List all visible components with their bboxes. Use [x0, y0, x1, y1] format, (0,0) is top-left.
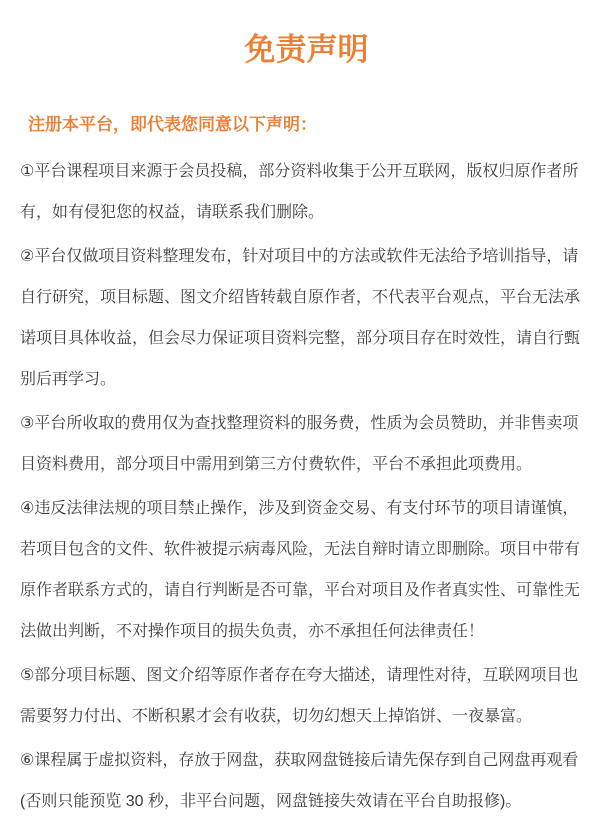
disclaimer-paragraph-6: ⑥课程属于虚拟资料，存放于网盘，获取网盘链接后请先保存到自己网盘再观看(否则只能预览 30 秒，非平台问题，网盘链接失效请在平台自助报修)。 — [20, 752, 579, 810]
disclaimer-paragraph-4: ④违反法律法规的项目禁止操作，涉及到资金交易、有支付环节的项目请谨慎，若项目包含的文件、软件被提示病毒风险，无法自辩时请立即删除。项目中带有原作者联系方式的，请自行判断是否可靠，平台对项目及作者真实性、可靠性无法做出判断，不对操作项目的损失负责，亦不承担任何法律责任！ — [20, 500, 581, 640]
disclaimer-paragraph-1: ①平台课程项目来源于会员投稿，部分资料收集于公开互联网，版权归原作者所有，如有侵犯您的权益，请联系我们删除。 — [20, 163, 579, 221]
disclaimer-paragraph-3: ③平台所收取的费用仅为查找整理资料的服务费，性质为会员赞助，并非售卖项目资料费用，部分项目中需用到第三方付费软件，平台不承担此项费用。 — [20, 415, 579, 473]
intro-statement: 注册本平台，即代表您同意以下声明： — [28, 115, 317, 134]
disclaimer-paragraph-5: ⑤部分项目标题、图文介绍等原作者存在夸大描述，请理性对待，互联网项目也需要努力付出、不断积累才会有收获，切勿幻想天上掉馅饼、一夜暴富。 — [20, 667, 579, 725]
page-title: 免责声明 — [244, 32, 369, 67]
disclaimer-paragraph-2: ②平台仅做项目资料整理发布，针对项目中的方法或软件无法给予培训指导，请自行研究，项目标题、图文介绍皆转载自原作者，不代表平台观点，平台无法承诺项目具体收益，但会尽力保证项目资料完整，部分项目存在时效性，请自行甄别后再学习。 — [20, 248, 581, 388]
